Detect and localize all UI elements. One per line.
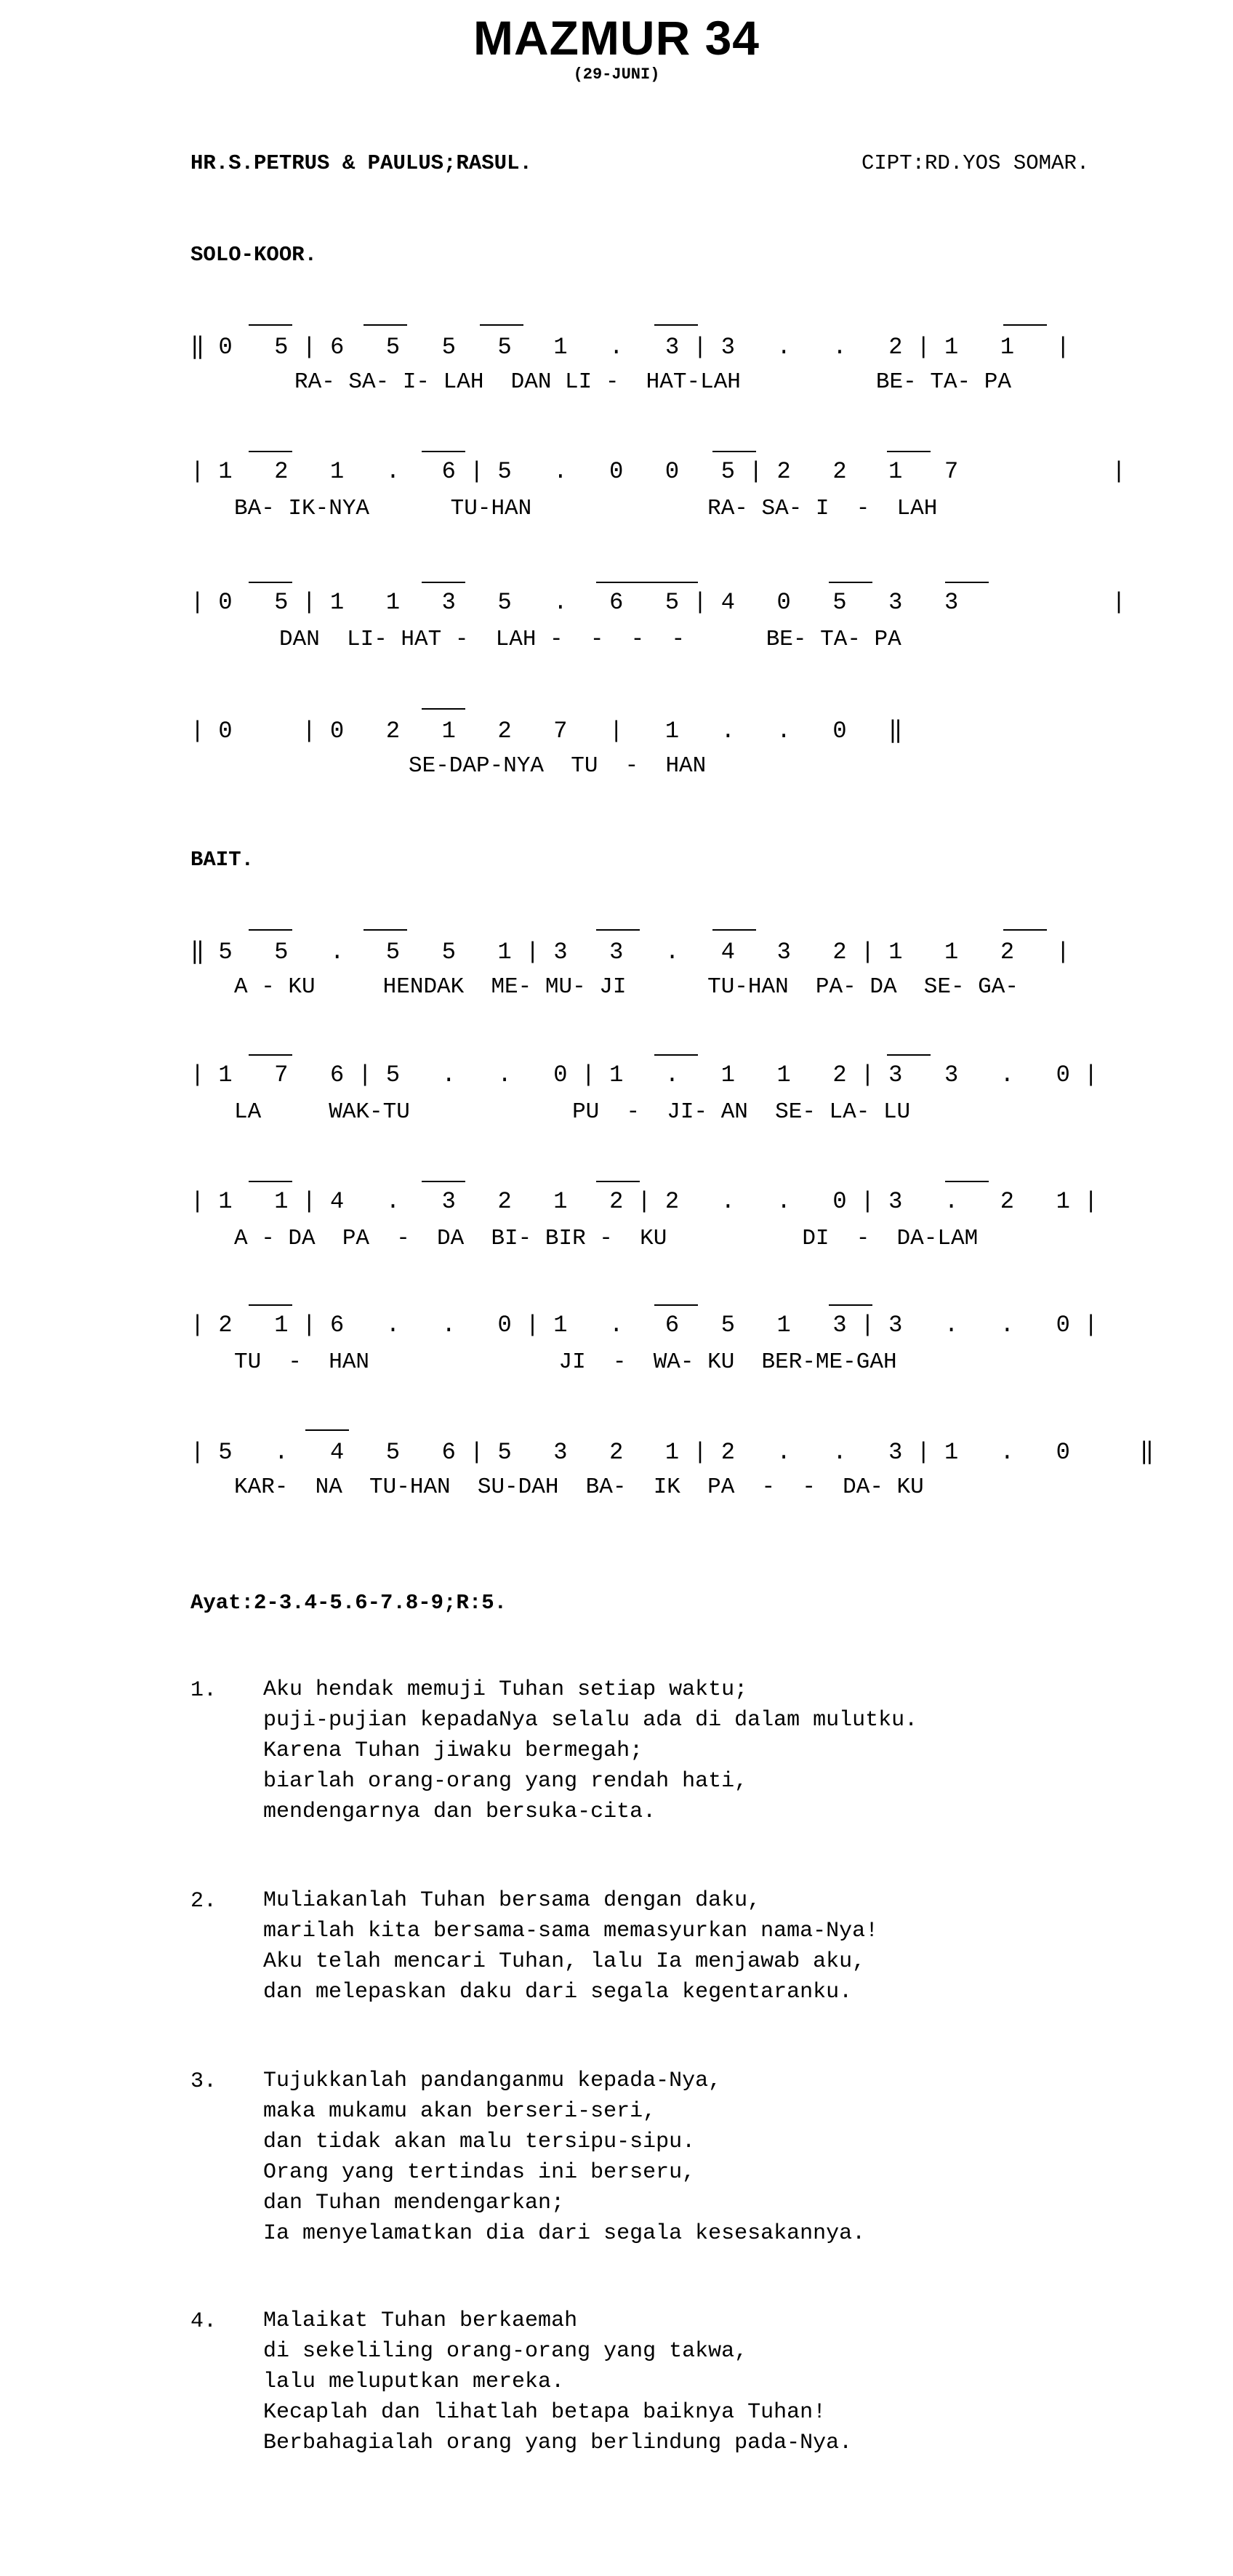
verse-line: Kecaplah dan lihatlah betapa baiknya Tuhan! bbox=[263, 2400, 827, 2425]
beam-mark bbox=[1003, 929, 1047, 931]
beam-mark bbox=[480, 324, 523, 326]
beam-mark bbox=[712, 451, 756, 452]
beam-mark bbox=[422, 582, 465, 583]
verse-notes-1: ‖ 5 5 . 5 5 1 | 3 3 . 4 3 2 | 1 1 2 | bbox=[190, 939, 1070, 966]
verse-line: Orang yang tertindas ini berseru, bbox=[263, 2160, 696, 2185]
beam-mark bbox=[1003, 324, 1047, 326]
verse-lyrics-1: A - KU HENDAK ME- MU- JI TU-HAN PA- DA SE- GA- bbox=[234, 974, 1019, 1000]
verse-number: 4. bbox=[190, 2309, 217, 2334]
refrain-lyrics-3: DAN LI- HAT - LAH - - - - BE- TA- PA bbox=[279, 627, 901, 652]
verse-line: dan tidak akan malu tersipu-sipu. bbox=[263, 2130, 696, 2154]
refrain-notes-4: | 0 | 0 2 1 2 7 | 1 . . 0 ‖ bbox=[190, 718, 903, 745]
beam-mark bbox=[249, 1054, 292, 1056]
verse-lyrics-3: A - DA PA - DA BI- BIR - KU DI - DA-LAM bbox=[234, 1226, 979, 1251]
verse-line: Muliakanlah Tuhan bersama dengan daku, bbox=[263, 1888, 761, 1913]
refrain-lyrics-4: SE-DAP-NYA TU - HAN bbox=[409, 753, 707, 779]
page-title: MAZMUR 34 bbox=[473, 11, 760, 65]
beam-mark bbox=[887, 1054, 931, 1056]
verse-line: puji-pujian kepadaNya selalu ada di dalam mulutku. bbox=[263, 1708, 918, 1733]
feast-label: HR.S.PETRUS & PAULUS;RASUL. bbox=[190, 151, 532, 175]
refrain-label: SOLO-KOOR. bbox=[190, 243, 318, 267]
verse-line: maka mukamu akan berseri-seri, bbox=[263, 2099, 656, 2124]
refrain-notes-2: | 1 2 1 . 6 | 5 . 0 0 5 | 2 2 1 7 | bbox=[190, 458, 1126, 485]
verse-label: BAIT. bbox=[190, 848, 254, 872]
verse-notes-3: | 1 1 | 4 . 3 2 1 2 | 2 . . 0 | 3 . 2 1 | bbox=[190, 1188, 1099, 1215]
verse-lyrics-4: TU - HAN JI - WA- KU BER-ME-GAH bbox=[234, 1349, 897, 1375]
beam-mark bbox=[596, 1181, 640, 1182]
composer-label: CIPT:RD.YOS SOMAR. bbox=[862, 151, 1090, 175]
verse-line: Malaikat Tuhan berkaemah bbox=[263, 2308, 578, 2333]
refrain-lyrics-1: RA- SA- I- LAH DAN LI - HAT-LAH BE- TA- PA bbox=[294, 369, 1011, 395]
page-subtitle: (29-JUNI) bbox=[573, 65, 660, 84]
verse-line: marilah kita bersama-sama memasyurkan nama-Nya! bbox=[263, 1919, 879, 1943]
beam-mark bbox=[945, 582, 989, 583]
beam-mark bbox=[654, 1304, 698, 1306]
beam-mark bbox=[249, 451, 292, 452]
verse-line: Tujukkanlah pandanganmu kepada-Nya, bbox=[263, 2069, 722, 2093]
verse-line: mendengarnya dan bersuka-cita. bbox=[263, 1799, 656, 1824]
verse-line: Ia menyelamatkan dia dari segala kesesakannya. bbox=[263, 2221, 866, 2246]
beam-mark bbox=[596, 929, 640, 931]
beam-mark bbox=[364, 929, 407, 931]
verse-number: 1. bbox=[190, 1678, 217, 1703]
refrain-notes-3: | 0 5 | 1 1 3 5 . 6 5 | 4 0 5 3 3 | bbox=[190, 589, 1126, 616]
beam-mark bbox=[422, 451, 465, 452]
verse-notes-4: | 2 1 | 6 . . 0 | 1 . 6 5 1 3 | 3 . . 0 | bbox=[190, 1312, 1099, 1339]
beam-mark bbox=[249, 582, 292, 583]
beam-mark bbox=[422, 1181, 465, 1182]
verse-line: Aku hendak memuji Tuhan setiap waktu; bbox=[263, 1677, 748, 1702]
verse-line: dan melepaskan daku dari segala kegentaranku. bbox=[263, 1980, 853, 2005]
ayat-label: Ayat:2-3.4-5.6-7.8-9;R:5. bbox=[190, 1591, 507, 1615]
verse-lyrics-5: KAR- NA TU-HAN SU-DAH BA- IK PA - - DA- KU bbox=[234, 1474, 924, 1500]
beam-mark bbox=[249, 1304, 292, 1306]
beam-mark bbox=[654, 1054, 698, 1056]
beam-mark bbox=[829, 582, 872, 583]
beam-mark bbox=[422, 708, 465, 710]
beam-mark bbox=[945, 1181, 989, 1182]
refrain-notes-1: ‖ 0 5 | 6 5 5 5 1 . 3 | 3 . . 2 | 1 1 | bbox=[190, 334, 1070, 361]
verse-line: Berbahagialah orang yang berlindung pada-Nya. bbox=[263, 2431, 853, 2455]
beam-mark bbox=[249, 1181, 292, 1182]
beam-mark bbox=[596, 582, 698, 583]
verse-notes-5: | 5 . 4 5 6 | 5 3 2 1 | 2 . . 3 | 1 . 0 ‖ bbox=[190, 1439, 1154, 1466]
beam-mark bbox=[654, 324, 698, 326]
verse-number: 2. bbox=[190, 1889, 217, 1914]
verse-line: Karena Tuhan jiwaku bermegah; bbox=[263, 1738, 643, 1763]
verse-line: Aku telah mencari Tuhan, lalu Ia menjawab aku, bbox=[263, 1949, 866, 1974]
verse-line: lalu meluputkan mereka. bbox=[263, 2370, 565, 2394]
beam-mark bbox=[712, 929, 756, 931]
beam-mark bbox=[305, 1429, 349, 1431]
beam-mark bbox=[829, 1304, 872, 1306]
refrain-lyrics-2: BA- IK-NYA TU-HAN RA- SA- I - LAH bbox=[234, 496, 938, 521]
beam-mark bbox=[249, 324, 292, 326]
verse-notes-2: | 1 7 6 | 5 . . 0 | 1 . 1 1 2 | 3 3 . 0 | bbox=[190, 1062, 1099, 1088]
verse-line: biarlah orang-orang yang rendah hati, bbox=[263, 1769, 748, 1794]
beam-mark bbox=[364, 324, 407, 326]
verse-line: dan Tuhan mendengarkan; bbox=[263, 2191, 565, 2215]
beam-mark bbox=[249, 929, 292, 931]
beam-mark bbox=[887, 451, 931, 452]
verse-lyrics-2: LA WAK-TU PU - JI- AN SE- LA- LU bbox=[234, 1099, 911, 1125]
verse-line: di sekeliling orang-orang yang takwa, bbox=[263, 2339, 748, 2364]
verse-number: 3. bbox=[190, 2069, 217, 2094]
